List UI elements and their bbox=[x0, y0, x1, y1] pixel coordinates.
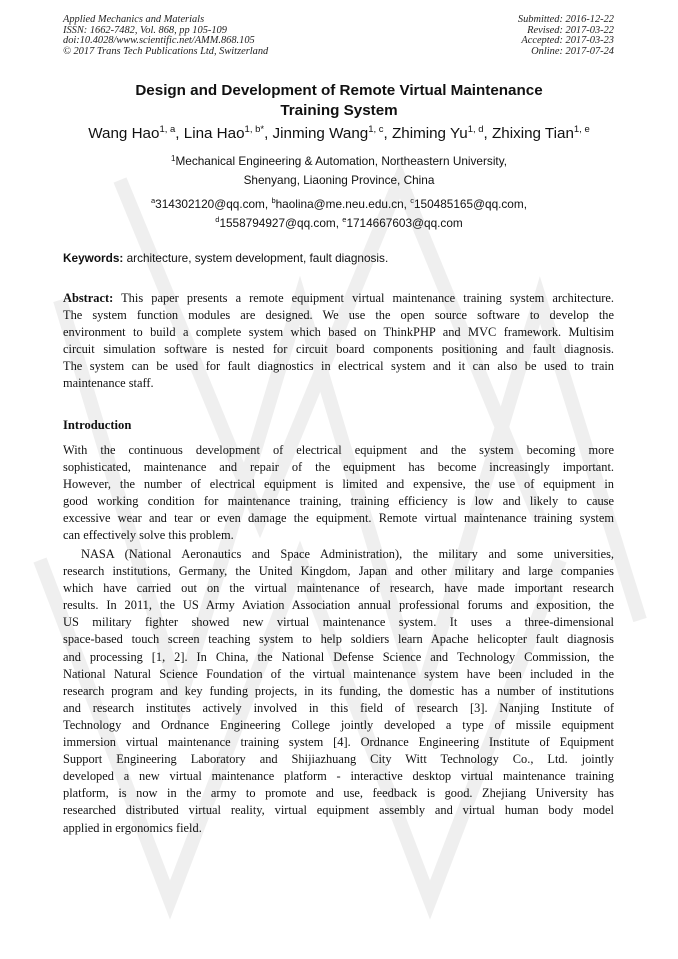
title-line: Design and Development of Remote Virtual Maintenance bbox=[135, 82, 543, 99]
text-line: immersion virtual maintenance training system [4]. Ordnance Engineering Institute of Equipment bbox=[63, 735, 614, 750]
text-line: research program and key funding projects, in its funding, the domestic has a number of institutions bbox=[63, 683, 614, 698]
text-line: US military fighter showed new virtual maintenance system. It uses a three-dimensional bbox=[63, 615, 614, 630]
author-affiliation-mark: 1, b* bbox=[244, 124, 265, 135]
email-mark: a bbox=[151, 196, 156, 205]
author-name: Jinming Wang bbox=[272, 125, 369, 142]
title-line: Training System bbox=[280, 102, 398, 119]
keywords-label: Keywords: bbox=[63, 251, 124, 265]
text-line: circuit simulation software is nested for circuit board components positioning and fault diagnosis. bbox=[63, 342, 614, 357]
text-line: The system function modules are designed. We use the open source software to develop the bbox=[63, 308, 614, 323]
online-date: Online: 2017-07-24 bbox=[531, 45, 614, 57]
email-mark: c bbox=[410, 196, 414, 205]
author-emails bbox=[0, 195, 678, 233]
author-affiliation-mark: 1, e bbox=[573, 124, 590, 135]
text-line: sophisticated, maintenance and repair of the equipment has become increasingly important. bbox=[63, 460, 614, 475]
email-mark: d bbox=[215, 215, 220, 224]
text-line: which have carried out on the virtual maintenance of research, have made important research bbox=[63, 581, 614, 596]
journal-info bbox=[63, 15, 268, 57]
text-line: The system can be used for fault diagnostics in electrical system and it can also be used to train bbox=[63, 359, 614, 374]
affiliation-mark: 1 bbox=[170, 154, 176, 163]
author-separator: , bbox=[175, 125, 184, 142]
accepted-date: Accepted: 2017-03-23 bbox=[521, 35, 614, 47]
text-line: excessive wear and tear or even damage the equipment. Remote virtual maintenance training system bbox=[63, 511, 614, 526]
text-line: Technology and Ordnance Engineering College jointly developed a type of missile equipment bbox=[63, 717, 614, 732]
email-address: 1558794927@qq.com, bbox=[219, 216, 343, 230]
text-line: researched distributed virtual reality, virtual equipment assembly and virtual human body model bbox=[63, 803, 614, 818]
email-address: 314302120@qq.com, bbox=[155, 197, 272, 211]
author-separator: , bbox=[264, 125, 273, 142]
email-address: 150485165@qq.com, bbox=[413, 197, 527, 211]
abstract-paragraph bbox=[63, 290, 614, 393]
keywords bbox=[63, 250, 388, 266]
text-line: space-based touch screen teaching system to help soldiers learn Apache helicopter fault diagnosis bbox=[63, 632, 614, 647]
affiliation-line: Mechanical Engineering & Automation, Northeastern University, bbox=[175, 154, 508, 168]
author-name: Zhixing Tian bbox=[492, 125, 574, 142]
text-line: maintenance staff. bbox=[63, 376, 154, 391]
submitted-date: Submitted: 2016-12-22 bbox=[517, 14, 614, 25]
dates-info bbox=[518, 15, 614, 57]
text-line bbox=[63, 290, 614, 307]
email-address: 1714667603@qq.com bbox=[346, 216, 463, 230]
author-affiliation-mark: 1, c bbox=[368, 124, 384, 135]
abstract-label: Abstract: bbox=[63, 291, 114, 305]
author-separator: , bbox=[383, 125, 392, 142]
email-mark: e bbox=[342, 215, 347, 224]
text-line: environment to build a complete system which based on ThinkPHP and MVC framework. Multisim bbox=[63, 325, 614, 340]
author-affiliation-mark: 1, d bbox=[467, 124, 484, 135]
author-affiliation-mark: 1, a bbox=[159, 124, 176, 135]
text-line: results. In 2011, the US Army Aviation Association annual professional forums and exposition, the bbox=[63, 598, 614, 613]
email-mark: b bbox=[271, 196, 276, 205]
abstract-text: This paper presents a remote equipment virtual maintenance training system architecture. bbox=[113, 291, 614, 305]
author-name: Lina Hao bbox=[183, 125, 245, 142]
text-line: NASA (National Aeronautics and Space Administration), the military and some universities, bbox=[81, 547, 614, 561]
author-separator: , bbox=[483, 125, 492, 142]
text-line: good working condition for maintenance training, training efficiency is low and likely to cause bbox=[63, 494, 614, 509]
email-address: haolina@me.neu.edu.cn, bbox=[275, 197, 411, 211]
text-line: Support Engineering Laboratory and Shijiazhuang City Witt Technology Co., Ltd. jointly bbox=[63, 752, 614, 767]
text-line: applied in ergonomics field. bbox=[63, 820, 202, 835]
copyright-line: © 2017 Trans Tech Publications Ltd, Switzerland bbox=[63, 45, 269, 57]
section-heading-introduction: Introduction bbox=[63, 418, 132, 432]
author-name: Wang Hao bbox=[88, 125, 160, 142]
affiliation bbox=[0, 152, 678, 190]
keywords-text: architecture, system development, fault diagnosis. bbox=[123, 251, 389, 265]
text-line: research institutions, Germany, the United Kingdom, Japan and other military and large companies bbox=[63, 564, 614, 579]
affiliation-line: Shenyang, Liaoning Province, China bbox=[243, 173, 435, 187]
paper-title bbox=[0, 81, 678, 121]
author-list bbox=[0, 124, 678, 144]
introduction-paragraph-2 bbox=[63, 546, 614, 837]
text-line: and processing [1, 2]. In China, the National Defense Science and Technology Commission, the bbox=[63, 649, 614, 664]
revised-date: Revised: 2017-03-22 bbox=[527, 24, 614, 36]
author-name: Zhiming Yu bbox=[391, 125, 468, 142]
text-line: National Natural Science Foundation of the virtual maintenance system have been included in the bbox=[63, 666, 614, 681]
journal-name: Applied Mechanics and Materials bbox=[63, 14, 205, 25]
doi-line: doi:10.4028/www.scientific.net/AMM.868.105 bbox=[63, 35, 255, 47]
text-line: platform, is now in the army to promote and use, feedback is good. Zhejiang University has bbox=[63, 786, 614, 801]
text-line: and research institutes actively involved in this field of research [3]. Nanjing Institute of bbox=[63, 700, 614, 715]
issn-line: ISSN: 1662-7482, Vol. 868, pp 105-109 bbox=[63, 24, 227, 36]
introduction-paragraph-1 bbox=[63, 442, 614, 545]
text-line: However, the number of electrical equipment is limited and expensive, the use of equipment in bbox=[63, 477, 614, 492]
text-line: With the continuous development of electrical equipment and the system becoming more bbox=[63, 443, 614, 457]
text-line: can effectively solve this problem. bbox=[63, 528, 234, 543]
text-line: developed a new virtual maintenance platform - interactive desktop virtual maintenance training bbox=[63, 769, 614, 784]
